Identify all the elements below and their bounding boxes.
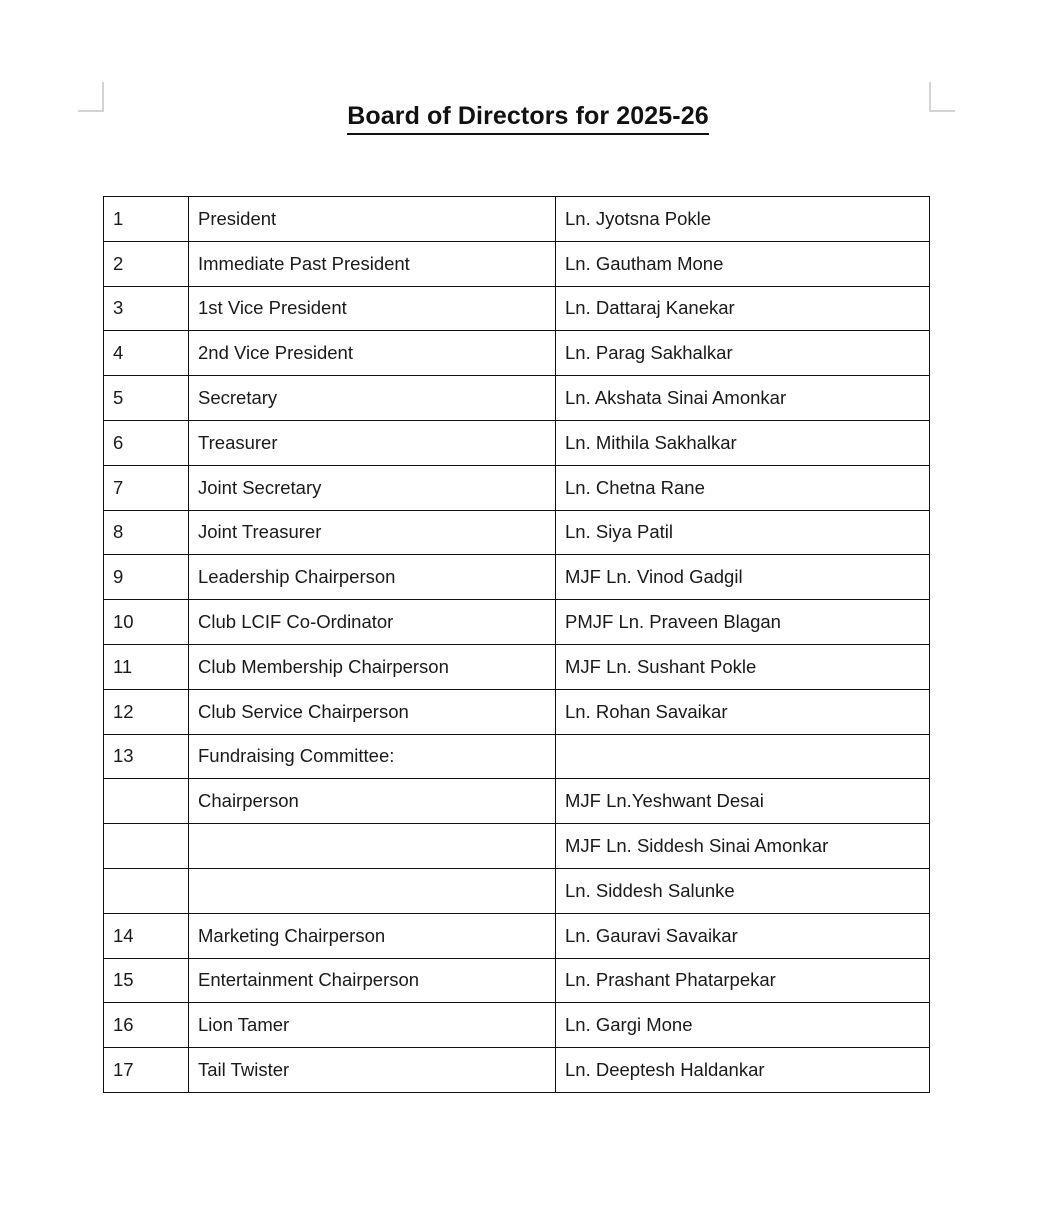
table-row [104, 958, 930, 1003]
cell-role [189, 824, 556, 869]
cell-name: Ln. Parag Sakhalkar [556, 331, 930, 376]
cell-no: 12 [104, 689, 189, 734]
board-of-directors-table [103, 196, 930, 1093]
cell-name: Ln. Dattaraj Kanekar [556, 286, 930, 331]
cell-name: Ln. Chetna Rane [556, 465, 930, 510]
table-row [104, 913, 930, 958]
cell-no: 16 [104, 1003, 189, 1048]
cell-role: Chairperson [189, 779, 556, 824]
cell-role: Club LCIF Co-Ordinator [189, 600, 556, 645]
cell-no: 6 [104, 420, 189, 465]
cell-no: 3 [104, 286, 189, 331]
cell-no: 5 [104, 376, 189, 421]
table-row [104, 465, 930, 510]
table-row [104, 868, 930, 913]
cell-name: MJF Ln. Siddesh Sinai Amonkar [556, 824, 930, 869]
cell-role: Fundraising Committee: [189, 734, 556, 779]
cell-name: Ln. Prashant Phatarpekar [556, 958, 930, 1003]
table-row [104, 689, 930, 734]
cell-name [556, 734, 930, 779]
table-row [104, 644, 930, 689]
cell-no: 13 [104, 734, 189, 779]
cell-role: Joint Treasurer [189, 510, 556, 555]
table-row [104, 241, 930, 286]
cell-role: Lion Tamer [189, 1003, 556, 1048]
cell-role: Club Membership Chairperson [189, 644, 556, 689]
cell-role: 1st Vice President [189, 286, 556, 331]
cell-no [104, 868, 189, 913]
cell-role: Secretary [189, 376, 556, 421]
cell-name: MJF Ln.Yeshwant Desai [556, 779, 930, 824]
table-row [104, 331, 930, 376]
table-row [104, 197, 930, 242]
cell-name: Ln. Jyotsna Pokle [556, 197, 930, 242]
table-row [104, 1003, 930, 1048]
cell-name: Ln. Rohan Savaikar [556, 689, 930, 734]
cell-no: 7 [104, 465, 189, 510]
cell-name: Ln. Mithila Sakhalkar [556, 420, 930, 465]
cell-role: Leadership Chairperson [189, 555, 556, 600]
cell-role: Treasurer [189, 420, 556, 465]
table-row [104, 376, 930, 421]
cell-name: Ln. Gautham Mone [556, 241, 930, 286]
page-title-text: Board of Directors for 2025-26 [347, 102, 708, 135]
table-row [104, 555, 930, 600]
cell-no: 1 [104, 197, 189, 242]
cell-role: 2nd Vice President [189, 331, 556, 376]
cell-name: PMJF Ln. Praveen Blagan [556, 600, 930, 645]
cell-role: Club Service Chairperson [189, 689, 556, 734]
table-row [104, 286, 930, 331]
cell-no: 8 [104, 510, 189, 555]
cell-role: Immediate Past President [189, 241, 556, 286]
cell-no: 4 [104, 331, 189, 376]
page-title [0, 102, 1056, 135]
cell-name: Ln. Gauravi Savaikar [556, 913, 930, 958]
cell-name: Ln. Akshata Sinai Amonkar [556, 376, 930, 421]
table-row [104, 734, 930, 779]
cell-role: Tail Twister [189, 1048, 556, 1093]
cell-no: 17 [104, 1048, 189, 1093]
cell-no: 2 [104, 241, 189, 286]
cell-no: 14 [104, 913, 189, 958]
cell-role: Entertainment Chairperson [189, 958, 556, 1003]
table-row [104, 824, 930, 869]
table-row [104, 510, 930, 555]
cell-no: 11 [104, 644, 189, 689]
cell-name: MJF Ln. Vinod Gadgil [556, 555, 930, 600]
cell-role: Joint Secretary [189, 465, 556, 510]
cell-name: Ln. Gargi Mone [556, 1003, 930, 1048]
cell-no: 10 [104, 600, 189, 645]
cell-no: 15 [104, 958, 189, 1003]
cell-name: Ln. Siddesh Salunke [556, 868, 930, 913]
cell-no: 9 [104, 555, 189, 600]
cell-no [104, 824, 189, 869]
cell-name: Ln. Siya Patil [556, 510, 930, 555]
cell-no [104, 779, 189, 824]
table-body [104, 197, 930, 1093]
cell-role [189, 868, 556, 913]
cell-role: President [189, 197, 556, 242]
table-row [104, 779, 930, 824]
table-row [104, 600, 930, 645]
cell-role: Marketing Chairperson [189, 913, 556, 958]
table-row [104, 420, 930, 465]
cell-name: MJF Ln. Sushant Pokle [556, 644, 930, 689]
cell-name: Ln. Deeptesh Haldankar [556, 1048, 930, 1093]
table-row [104, 1048, 930, 1093]
